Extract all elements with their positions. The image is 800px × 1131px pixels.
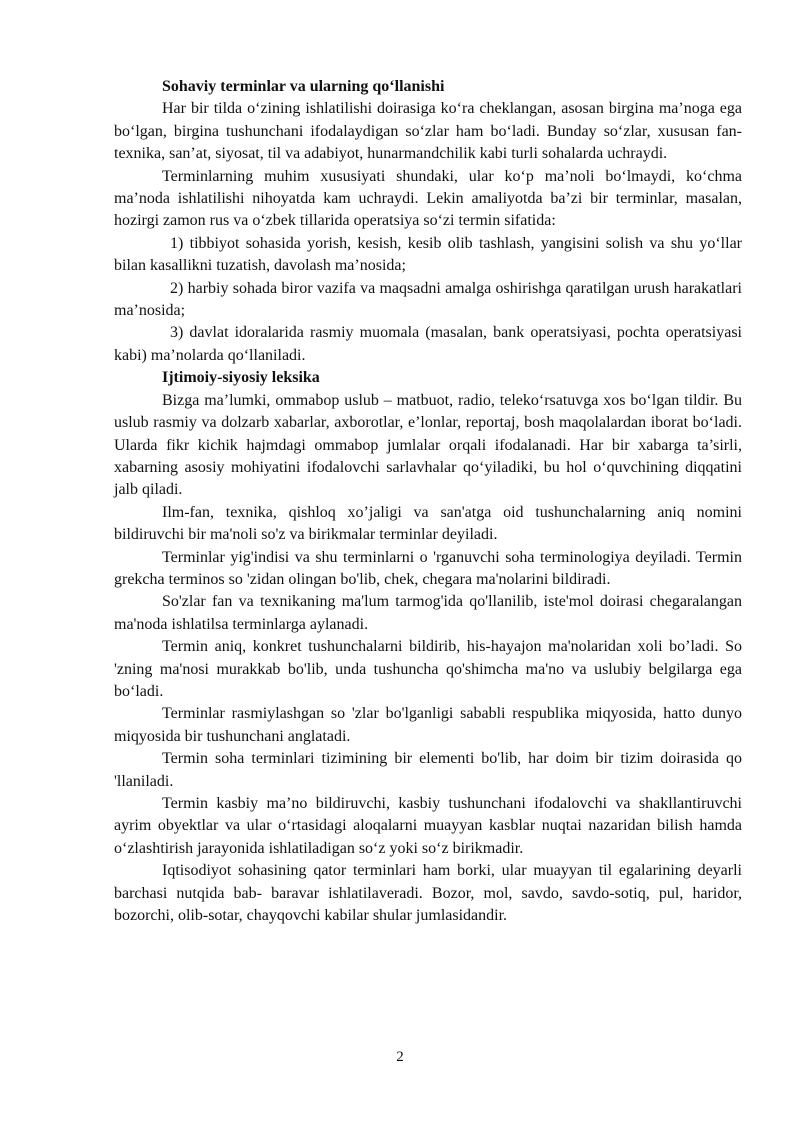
- paragraph: Har bir tilda o‘zining ishlatilishi doirasiga ko‘ra cheklangan, asosan birgina ma’noga ega bo‘lgan, birgina tushunchani ifodalaydigan so‘zlar ham bo‘ladi. Bunday so‘zlar, xususan fan-texnika, san’at, siyosat, til va adabiyot, hunarmandchilik kabi turli sohalarda uchraydi.: [114, 100, 742, 163]
- paragraph: Bizga ma’lumki, ommabop uslub – matbuot, radio, teleko‘rsatuvga xos bo‘lgan tildir. Bu uslub rasmiy va dolzarb xabarlar, axborotlar, e’lonlar, reportaj, bosh maqolalardan iborat bo‘ladi. Ularda fikr kichik hajmdagi ommabop jumlalar orqali ifodalanadi. Har bir xabarga ta’sirli, xabarning asosiy mohiyatini ifodalovchi sarlavhalar qo‘yiladiki, bu hol o‘quvchining diqqatini jalb qiladi.: [114, 391, 742, 499]
- paragraph: Ilm-fan, texnika, qishloq xo’jaligi va san'atga oid tushunchalarning aniq nomini bildiruvchi bir ma'noli so'z va birikmalar terminlar deyiladi.: [114, 503, 742, 544]
- paragraph: Terminlar rasmiylashgan so 'zlar bo'lganligi sababli respublika miqyosida, hatto dunyo miqyosida bir tushunchani anglatadi.: [114, 705, 742, 745]
- paragraph: Iqtisodiyot sohasining qator terminlari ham borki, ular muayyan til egalarining deyarli barchasi nutqida bab- baravar ishlatilaveradi. Bozor, mol, savdo, savdo-sotiq, pul, haridor, bozorchi, olib-sotar, chayqovchi kabilar shular jumlasidandir.: [114, 862, 742, 925]
- paragraph: Terminlarning muhim xususiyati shundaki, ular ko‘p ma’noli bo‘lmaydi, ko‘chma ma’noda ishlatilishi nihoyatda kam uchraydi. Lekin amaliyotda ba’zi bir terminlar, masalan, hozirgi zamon rus va o‘zbek tillarida operatsiya so‘zi termin sifatida:: [114, 167, 742, 230]
- paragraph: Termin aniq, konkret tushunchalarni bildirib, his-hayajon ma'nolaridan xoli bo’ladi. So 'zning ma'nosi murakkab bo'lib, unda tushuncha qo'shimcha ma'no va uslubiy belgilarga ega bo‘ladi.: [114, 638, 742, 700]
- paragraph: Terminlar yig'indisi va shu terminlarni o 'rganuvchi soha terminologiya deyiladi. Termin grekcha terminos so 'zidan olingan bo'lib, chek, chegara ma'nolarini bildiradi.: [114, 548, 742, 588]
- numbered-item: 1) tibbiyot sohasida yorish, kesish, kesib olib tashlash, yangisini solish va shu yo‘llar bilan kasallikni tuzatish, davolash ma’nosida;: [114, 234, 742, 275]
- section-heading-sohaviy-terminlar: Sohaviy terminlar va ularning qo‘llanishi: [162, 78, 445, 95]
- document-page: [114, 76, 742, 927]
- paragraph: Termin soha terminlari tizimining bir elementi bo'lib, har doim bir tizim doirasida qo 'llaniladi.: [114, 750, 742, 790]
- paragraph: Termin kasbiy ma’no bildiruvchi, kasbiy tushunchani ifodalovchi va shakllantiruvchi ayrim obyektlar va ular o‘rtasidagi aloqalarni muayyan kasblar nuqtai nazaridan bilish hamda o‘zlashtirish jarayonida ishlatiladigan so‘z yoki so‘z birikmadir.: [114, 795, 742, 857]
- numbered-item: 3) davlat idoralarida rasmiy muomala (masalan, bank operatsiyasi, pochta operatsiyasi kabi) ma’nolarda qo‘llaniladi.: [114, 324, 742, 364]
- section-heading-ijtimoiy-siyosiy: Ijtimoiy-siyosiy leksika: [162, 369, 320, 387]
- page-number: 2: [396, 1049, 404, 1065]
- paragraph: So'zlar fan va texnikaning ma'lum tarmog'ida qo'llanilib, iste'mol doirasi chegaralangan ma'noda ishlatilsa terminlarga aylanadi.: [114, 593, 742, 633]
- numbered-item: 2) harbiy sohada biror vazifa va maqsadni amalga oshirishga qaratilgan urush harakatlari ma’nosida;: [114, 279, 742, 320]
